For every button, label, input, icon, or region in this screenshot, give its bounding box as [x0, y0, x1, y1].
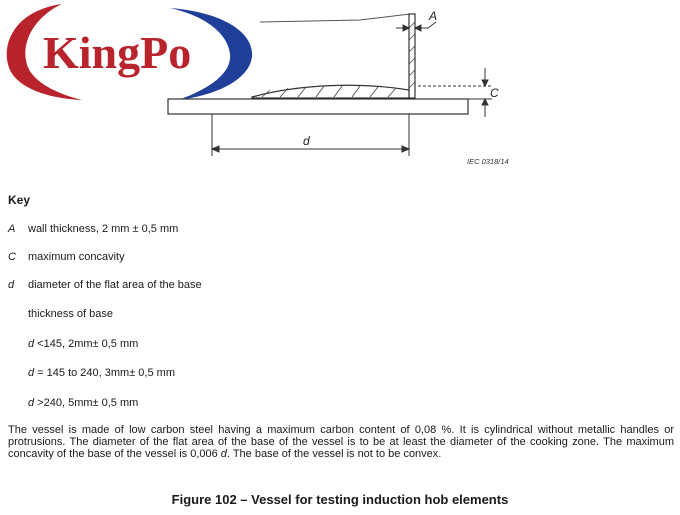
paragraph-symbol: d: [220, 448, 227, 461]
key-symbol: C: [8, 251, 16, 263]
thickness-rule: [28, 338, 138, 350]
rule-text: <145, 2mm± 0,5 mm: [34, 338, 139, 350]
key-item-c: [8, 251, 125, 263]
paragraph-part2: . The base of the vessel is not to be convex.: [226, 448, 442, 461]
vessel-diagram: [0, 0, 680, 175]
paragraph-part1: The vessel is made of low carbon steel having a maximum carbon content of 0,08 %. It is cylindrical without metallic handles or protrusions. The diameter of the flat area of the base of the vessel is to be at least the diameter of the cooking zone. The maximum concavity of the base of the vessel is 0,006: [8, 424, 674, 461]
rule-symbol: d: [28, 367, 35, 379]
key-title: Key: [8, 193, 31, 207]
logo-text: KingPo: [43, 27, 192, 78]
key-symbol: A: [8, 223, 16, 235]
key-text: diameter of the flat area of the base: [28, 279, 202, 291]
dimension-d: [212, 114, 409, 156]
key-item-a: [8, 223, 178, 235]
key-item-d: [8, 279, 202, 291]
vessel-lid-line: [260, 14, 410, 22]
hob-plate: [168, 99, 468, 114]
rule-text: = 145 to 240, 3mm± 0,5 mm: [34, 367, 175, 379]
key-text: maximum concavity: [28, 251, 125, 263]
thickness-rule: [28, 397, 138, 409]
rule-text: >240, 5mm± 0,5 mm: [34, 397, 139, 409]
vessel-base: [252, 85, 409, 98]
label-d: d: [303, 134, 310, 148]
iec-code: IEC 0318/14: [467, 157, 509, 166]
key-symbol: d: [8, 279, 15, 291]
dimension-a: [396, 22, 436, 31]
label-a: A: [429, 9, 438, 23]
label-c: C: [490, 86, 499, 100]
key-text: wall thickness, 2 mm ± 0,5 mm: [28, 223, 179, 235]
thickness-title: thickness of base: [28, 308, 113, 320]
description-paragraph: [8, 424, 674, 461]
rule-symbol: d: [28, 338, 35, 350]
thickness-rule: [28, 367, 175, 379]
kingpo-logo: [7, 4, 252, 100]
rule-symbol: d: [28, 397, 35, 409]
figure-caption: Figure 102 – Vessel for testing induction hob elements: [171, 492, 509, 507]
